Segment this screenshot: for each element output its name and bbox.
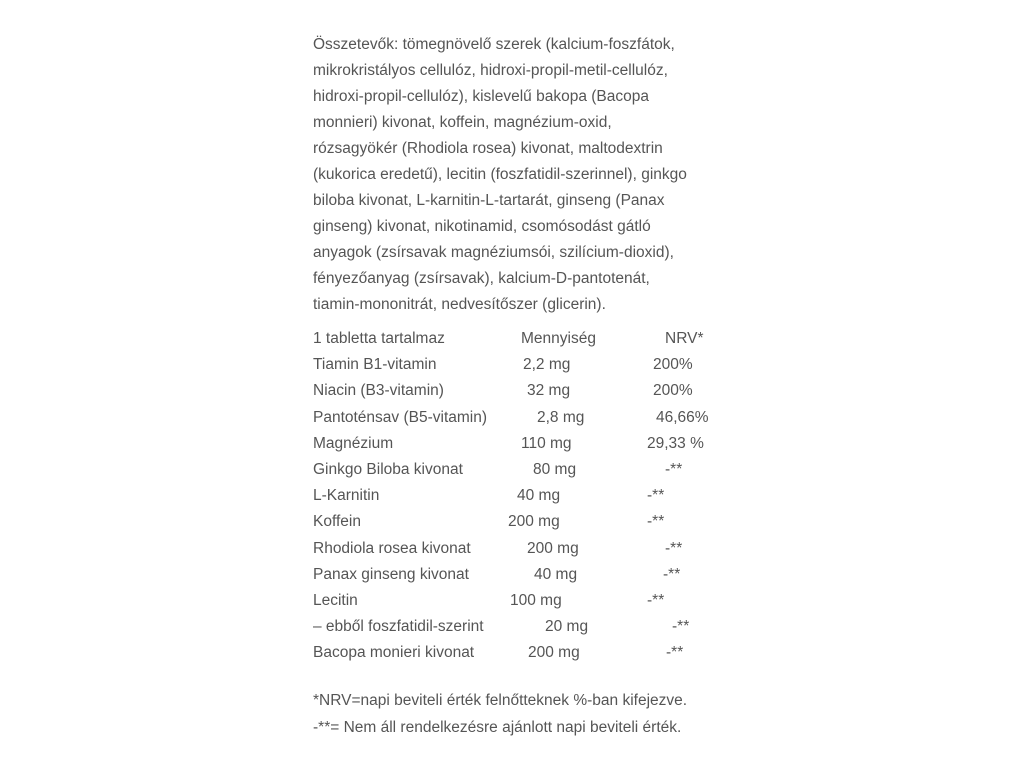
ingredients-line: fényezőanyag (zsírsavak), kalcium-D-pantotenát, <box>313 270 650 287</box>
row-amount: 20 mg <box>545 618 589 636</box>
row-amount: 2,2 mg <box>523 356 571 374</box>
row-nrv: -** <box>665 539 683 557</box>
row-amount: 200 mg <box>527 539 579 557</box>
table-row <box>313 378 753 404</box>
row-name: Magnézium <box>313 434 394 452</box>
row-nrv: -** <box>672 618 690 636</box>
table-row <box>313 405 753 431</box>
row-amount: 200 mg <box>508 513 560 531</box>
ingredients-line: ginseng) kivonat, nikotinamid, csomósodást gátló <box>313 218 651 235</box>
row-name: Koffein <box>313 513 361 531</box>
ingredients-block <box>313 30 733 318</box>
row-name: Niacin (B3-vitamin) <box>313 382 444 400</box>
row-nrv: 200% <box>653 382 693 400</box>
row-name: Rhodiola rosea kivonat <box>313 539 471 557</box>
row-nrv: -** <box>666 644 684 662</box>
table-row <box>313 483 753 509</box>
table-row <box>313 640 753 666</box>
ingredients-line: anyagok (zsírsavak magnéziumsói, szilícium-dioxid), <box>313 244 674 261</box>
table-row <box>313 588 753 614</box>
header-name: 1 tabletta tartalmaz <box>313 330 445 347</box>
ingredients-line: monnieri) kivonat, koffein, magnézium-oxid, <box>313 114 612 131</box>
row-nrv: -** <box>665 460 683 478</box>
table-row <box>313 536 753 562</box>
table-row <box>313 352 753 378</box>
row-nrv: -** <box>647 487 665 505</box>
row-amount: 110 mg <box>521 434 572 452</box>
row-nrv: 200% <box>653 356 693 374</box>
table-row <box>313 457 753 483</box>
ingredients-line: tiamin-mononitrát, nedvesítőszer (glicerin). <box>313 296 606 313</box>
row-amount: 200 mg <box>528 644 580 662</box>
header-nrv: NRV* <box>665 330 704 347</box>
row-amount: 2,8 mg <box>537 408 585 426</box>
row-nrv: -** <box>647 513 665 531</box>
row-amount: 40 mg <box>517 487 561 505</box>
footnote-na: -**= Nem áll rendelkezésre ajánlott napi beviteli érték. <box>313 719 682 736</box>
row-name: Pantoténsav (B5-vitamin) <box>313 408 488 426</box>
row-name: Lecitin <box>313 591 358 609</box>
row-name: Tiamin B1-vitamin <box>313 356 437 374</box>
row-nrv: -** <box>663 565 681 583</box>
row-nrv: -** <box>647 591 665 609</box>
table-row <box>313 562 753 588</box>
row-name: Bacopa monieri kivonat <box>313 644 475 662</box>
ingredients-line: Összetevők: tömegnövelő szerek (kalcium-foszfátok, <box>313 36 675 53</box>
table-row <box>313 431 753 457</box>
row-name: Ginkgo Biloba kivonat <box>313 460 463 478</box>
table-row <box>313 614 753 640</box>
row-name: – ebből foszfatidil-szerint <box>313 618 484 636</box>
header-amount: Mennyiség <box>521 330 596 347</box>
row-nrv: 46,66% <box>656 408 709 426</box>
row-amount: 40 mg <box>534 565 578 583</box>
ingredients-line: mikrokristályos cellulóz, hidroxi-propil-metil-cellulóz, <box>313 62 668 79</box>
ingredients-line: (kukorica eredetű), lecitin (foszfatidil-szerinnel), ginkgo <box>313 166 687 183</box>
nutrition-table <box>313 326 753 666</box>
row-name: Panax ginseng kivonat <box>313 565 469 583</box>
table-row <box>313 509 753 535</box>
ingredients-line: hidroxi-propil-cellulóz), kislevelű bakopa (Bacopa <box>313 88 649 105</box>
footnotes <box>313 687 687 741</box>
ingredients-line: rózsagyökér (Rhodiola rosea) kivonat, maltodextrin <box>313 140 663 157</box>
row-nrv: 29,33 % <box>647 434 704 452</box>
footnote-nrv: *NRV=napi beviteli érték felnőtteknek %-ban kifejezve. <box>313 692 688 709</box>
row-amount: 100 mg <box>510 591 562 609</box>
row-amount: 80 mg <box>533 460 577 478</box>
table-header-row <box>313 326 753 352</box>
ingredients-line: biloba kivonat, L-karnitin-L-tartarát, ginseng (Panax <box>313 192 665 209</box>
ingredients-text <box>313 30 733 318</box>
row-name: L-Karnitin <box>313 487 380 505</box>
row-amount: 32 mg <box>527 382 571 400</box>
